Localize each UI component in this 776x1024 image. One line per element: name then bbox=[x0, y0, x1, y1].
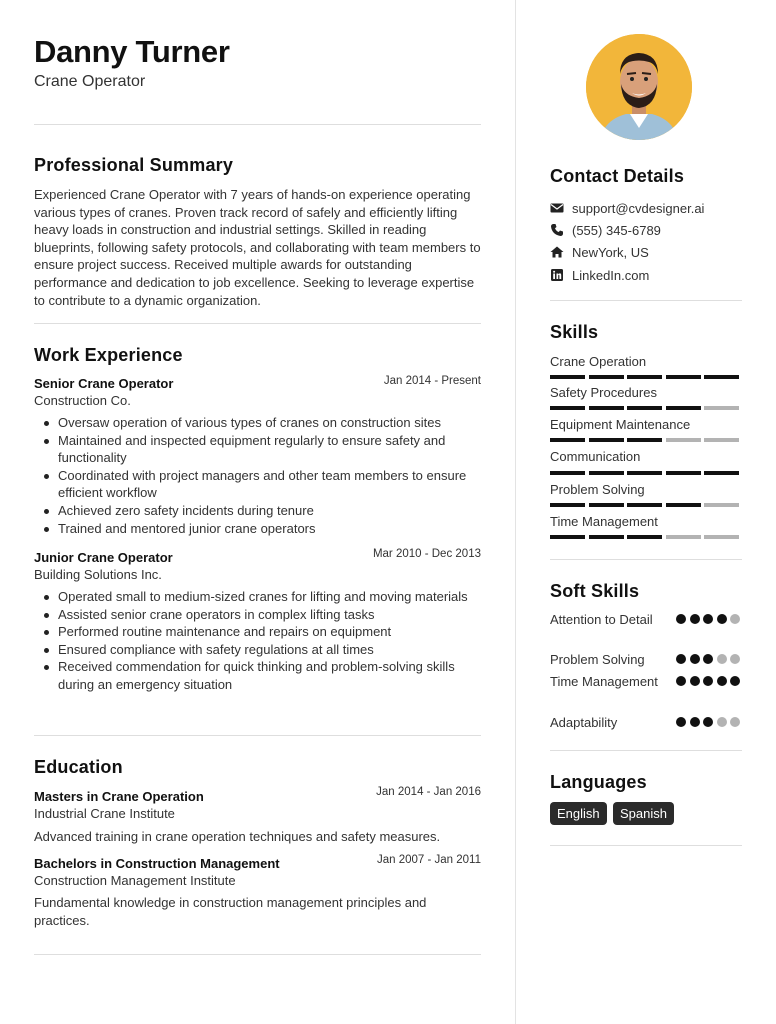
skill-rating-bar bbox=[550, 471, 740, 475]
job-date: Jan 2014 - Present bbox=[383, 375, 481, 387]
soft-skill-rating bbox=[676, 614, 746, 624]
job-bullets bbox=[34, 588, 481, 694]
education-heading: Education bbox=[34, 757, 123, 777]
skill-rating-bar bbox=[550, 406, 740, 410]
skill-segment-filled bbox=[589, 471, 624, 475]
skill-segment-filled bbox=[589, 535, 624, 539]
rating-dot-filled bbox=[690, 717, 700, 727]
skill-segment-empty bbox=[666, 438, 701, 442]
summary-heading: Professional Summary bbox=[34, 155, 234, 175]
skill-segment-empty bbox=[704, 406, 739, 410]
job-bullet: Trained and mentored junior crane operators bbox=[34, 520, 481, 538]
job-date: Mar 2010 - Dec 2013 bbox=[372, 548, 481, 560]
skill-segment-filled bbox=[627, 503, 662, 507]
skill-label: Equipment Maintenance bbox=[550, 417, 691, 432]
skill-segment-filled bbox=[589, 503, 624, 507]
envelope-icon bbox=[550, 201, 564, 215]
rating-dot-filled bbox=[703, 614, 713, 624]
soft-skill-rating bbox=[676, 654, 746, 664]
rating-dot-filled bbox=[676, 717, 686, 727]
skill-segment-filled bbox=[666, 503, 701, 507]
rating-dot-filled bbox=[717, 614, 727, 624]
contact-email-text: support@cvdesigner.ai bbox=[572, 201, 705, 216]
skills-heading: Skills bbox=[550, 322, 599, 342]
rating-dot-empty bbox=[730, 614, 740, 624]
soft-skill-label: Problem Solving bbox=[550, 652, 645, 667]
skill-segment-empty bbox=[704, 535, 739, 539]
job-title: Senior Crane Operator bbox=[34, 376, 174, 391]
profile-photo bbox=[586, 34, 692, 140]
rating-dot-empty bbox=[730, 717, 740, 727]
languages-divider bbox=[550, 845, 742, 846]
skill-segment-filled bbox=[627, 406, 662, 410]
rating-dot-filled bbox=[690, 654, 700, 664]
degree-title: Bachelors in Construction Management bbox=[34, 856, 280, 871]
language-badge: Spanish bbox=[613, 802, 674, 825]
school-name: Industrial Crane Institute bbox=[34, 806, 175, 821]
contact-phone-text: (555) 345-6789 bbox=[572, 223, 661, 238]
skill-segment-filled bbox=[627, 438, 662, 442]
language-badge: English bbox=[550, 802, 607, 825]
skill-segment-filled bbox=[627, 535, 662, 539]
skill-segment-filled bbox=[550, 438, 585, 442]
skill-segment-filled bbox=[550, 535, 585, 539]
summary-text: Experienced Crane Operator with 7 years of hands-on experience operating various types of cranes. Proven track record of safely and efficiently lifting heavy loads in construction and industrial settings. Skilled in reading blueprints, following safety protocols, and collaborating with team members to ensure project success. Received multiple awards for outstanding performance and dedication to job excellence. Seeking to leverage expertise to contribute to a dynamic organization. bbox=[34, 187, 481, 308]
rating-dot-empty bbox=[717, 654, 727, 664]
contact-linkedin[interactable] bbox=[550, 268, 649, 283]
degree-date: Jan 2007 - Jan 2011 bbox=[376, 854, 481, 866]
skill-segment-filled bbox=[550, 503, 585, 507]
job-bullet: Oversaw operation of various types of cranes on construction sites bbox=[34, 414, 481, 432]
soft-skill-label: Time Management bbox=[550, 674, 658, 689]
rating-dot-filled bbox=[690, 614, 700, 624]
skill-label: Time Management bbox=[550, 514, 658, 529]
skill-rating-bar bbox=[550, 503, 740, 507]
skill-segment-filled bbox=[550, 375, 585, 379]
soft-skills-heading: Soft Skills bbox=[550, 581, 640, 601]
skill-segment-filled bbox=[589, 438, 624, 442]
job-bullet: Ensured compliance with safety regulations at all times bbox=[34, 641, 481, 659]
school-name: Construction Management Institute bbox=[34, 873, 236, 888]
home-icon bbox=[550, 245, 564, 259]
contact-phone[interactable] bbox=[550, 223, 661, 238]
rating-dot-filled bbox=[717, 676, 727, 686]
rating-dot-filled bbox=[703, 676, 713, 686]
candidate-name: Danny Turner bbox=[34, 34, 230, 69]
job-bullet: Coordinated with project managers and other team members to ensure efficient workflow bbox=[34, 467, 481, 502]
job-company: Construction Co. bbox=[34, 393, 131, 408]
skill-label: Communication bbox=[550, 449, 641, 464]
contact-email[interactable] bbox=[550, 201, 704, 216]
rating-dot-filled bbox=[676, 614, 686, 624]
work-divider bbox=[34, 735, 481, 736]
skill-segment-filled bbox=[666, 471, 701, 475]
rating-dot-filled bbox=[676, 676, 686, 686]
skill-segment-filled bbox=[550, 406, 585, 410]
rating-dot-filled bbox=[703, 717, 713, 727]
candidate-title: Crane Operator bbox=[34, 73, 146, 90]
job-title: Junior Crane Operator bbox=[34, 550, 173, 565]
job-bullet: Achieved zero safety incidents during tenure bbox=[34, 502, 481, 520]
soft-skill-rating bbox=[676, 676, 746, 686]
job-company: Building Solutions Inc. bbox=[34, 567, 162, 582]
skill-segment-filled bbox=[550, 471, 585, 475]
job-bullets bbox=[34, 414, 481, 537]
rating-dot-empty bbox=[730, 654, 740, 664]
contact-location-text: NewYork, US bbox=[572, 245, 649, 260]
skill-label: Safety Procedures bbox=[550, 385, 657, 400]
rating-dot-empty bbox=[717, 717, 727, 727]
job-bullet: Maintained and inspected equipment regularly to ensure safety and functionality bbox=[34, 432, 481, 467]
contact-heading: Contact Details bbox=[550, 166, 685, 186]
job-bullet: Received commendation for quick thinking and problem-solving skills during an emergency situation bbox=[34, 658, 481, 693]
person-avatar-icon bbox=[586, 34, 692, 140]
skill-segment-filled bbox=[627, 471, 662, 475]
column-divider bbox=[515, 0, 516, 1024]
degree-title: Masters in Crane Operation bbox=[34, 789, 204, 804]
contact-divider bbox=[550, 300, 742, 301]
degree-date: Jan 2014 - Jan 2016 bbox=[376, 786, 481, 798]
summary-divider bbox=[34, 323, 481, 324]
skill-segment-filled bbox=[666, 375, 701, 379]
contact-linkedin-text: LinkedIn.com bbox=[572, 268, 650, 283]
rating-dot-filled bbox=[676, 654, 686, 664]
rating-dot-filled bbox=[703, 654, 713, 664]
skill-segment-filled bbox=[704, 471, 739, 475]
skill-segment-filled bbox=[704, 375, 739, 379]
work-heading: Work Experience bbox=[34, 345, 183, 365]
phone-icon bbox=[550, 223, 564, 237]
degree-description: Fundamental knowledge in construction management principles and practices. bbox=[34, 895, 427, 928]
contact-location bbox=[550, 245, 649, 260]
rating-dot-filled bbox=[730, 676, 740, 686]
header-divider bbox=[34, 124, 481, 125]
soft-skill-rating bbox=[676, 717, 746, 727]
linkedin-icon bbox=[550, 268, 564, 282]
skill-segment-filled bbox=[589, 375, 624, 379]
skill-segment-empty bbox=[704, 503, 739, 507]
skill-segment-empty bbox=[666, 535, 701, 539]
skill-segment-filled bbox=[666, 406, 701, 410]
soft-skill-label: Attention to Detail bbox=[550, 612, 653, 627]
soft-skill-label: Adaptability bbox=[550, 715, 618, 730]
skill-label: Problem Solving bbox=[550, 482, 645, 497]
job-bullet: Performed routine maintenance and repairs on equipment bbox=[34, 623, 481, 641]
languages-heading: Languages bbox=[550, 772, 647, 792]
education-divider bbox=[34, 954, 481, 955]
skill-segment-empty bbox=[704, 438, 739, 442]
skill-label: Crane Operation bbox=[550, 354, 647, 369]
degree-description: Advanced training in crane operation techniques and safety measures. bbox=[34, 829, 441, 844]
rating-dot-filled bbox=[690, 676, 700, 686]
skill-segment-filled bbox=[589, 406, 624, 410]
skills-divider bbox=[550, 559, 742, 560]
skill-rating-bar bbox=[550, 535, 740, 539]
skill-rating-bar bbox=[550, 438, 740, 442]
skill-segment-filled bbox=[627, 375, 662, 379]
job-bullet: Operated small to medium-sized cranes for lifting and moving materials bbox=[34, 588, 481, 606]
soft-skills-divider bbox=[550, 750, 742, 751]
job-bullet: Assisted senior crane operators in complex lifting tasks bbox=[34, 606, 481, 624]
skill-rating-bar bbox=[550, 375, 740, 379]
